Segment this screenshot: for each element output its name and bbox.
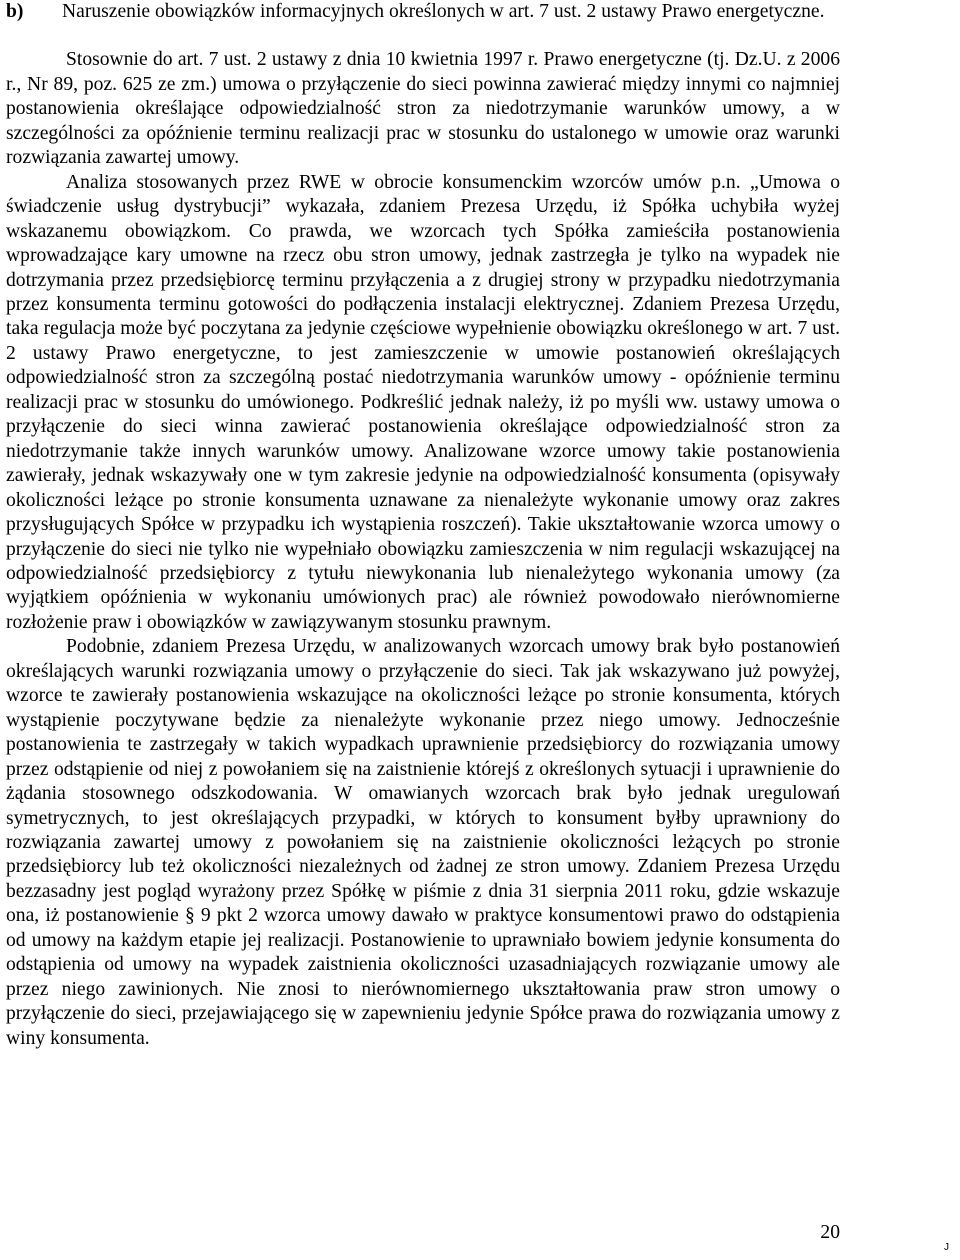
paragraph-2: Analiza stosowanych przez RWE w obrocie konsumenckim wzorców umów p.n. „Umowa o świadczenie usług dystrybucji” wykazała, zdaniem Prezesa Urzędu, iż Spółka uchybiła wyżej wskazanemu obowiązkom. Co prawda, we wzorcach tych Spółka zamieściła postanowienia wprowadzające kary umowne na rzecz obu stron umowy, jednak zastrzegła je tylko na wypadek nie dotrzymania przez przedsiębiorcę terminu przyłączenia a z drugiej strony w przypadku niedotrzymania przez konsumenta terminu gotowości do podłączenia instalacji elektrycznej. Zdaniem Prezesa Urzędu, taka regulacja może być poczytana za jedynie częściowe wypełnienie obowiązku określonego w art. 7 ust. 2 ustawy Prawo energetyczne, to jest zamieszczenie w umowie postanowień określających odpowiedzialność stron za szczególną postać niedotrzymania warunków umowy - opóźnienie terminu realizacji prac w stosunku do umówionego. Podkreślić jednak należy, iż po myśli ww. ustawy umowa o przyłączenie do sieci winna zawierać postanowienia określające odpowiedzialność stron za niedotrzymanie także innych warunków umowy. Analizowane wzorce umowy takie postanowienia zawierały, jednak wskazywały one w tym zakresie jedynie na odpowiedzialność konsumenta (opisywały okoliczności leżące po stronie konsumenta uznawane za nienależyte wykonanie umowy oraz zakres przysługujących Spółce w przypadku ich wystąpienia roszczeń). Takie ukształtowanie wzorca umowy o przyłączenie do sieci nie tylko nie wypełniało obowiązku zamieszczenia w nim regulacji wskazującej na odpowiedzialność przedsiębiorcy z tytułu niewykonania lub nienależytego wykonania umowy (za wyjątkiem opóźnienia w wykonaniu umówionych prac) ale również powodowało nierównomierne rozłożenie praw i obowiązków w zawiązywanym stosunku prawnym. <box>6 171 840 633</box>
paragraph-3: Podobnie, zdaniem Prezesa Urzędu, w analizowanych wzorcach umowy brak było postanowień określających warunki rozwiązania umowy o przyłączenie do sieci. Tak jak wskazywano już powyżej, wzorce te zawierały postanowienia wskazujące na okoliczności leżące po stronie konsumenta, których wystąpienie poczytywane będzie za nienależyte wykonanie przez niego umowy. Jednocześnie postanowienia te zastrzegały w takich wypadkach uprawnienie przedsiębiorcy do rozwiązania umowy przez odstąpienie od niej z powołaniem się na zaistnienie którejś z określonych sytuacji i uprawnienie do żądania stosownego odszkodowania. W omawianych wzorcach brak było jednak uregulowań symetrycznych, to jest określających przypadki, w których to konsument byłby uprawniony do rozwiązania zawartej umowy z powołaniem się na zaistnienie okoliczności leżących po stronie przedsiębiorcy lub też okoliczności niezależnych od żadnej ze stron umowy. Zdaniem Prezesa Urzędu bezzasadny jest pogląd wyrażony przez Spółkę w piśmie z dnia 31 sierpnia 2011 roku, gdzie wskazuje ona, iż postanowienie § 9 pkt 2 wzorca umowy dawało w praktyce konsumentowi prawo do odstąpienia od umowy na każdym etapie jej realizacji. Postanowienie to uprawniało bowiem jedynie konsumenta do odstąpienia od umowy na wypadek zaistnienia okoliczności uzasadniających rozwiązanie umowy ale przez niego zawinionych. Nie znosi to nierównomiernego ukształtowania praw stron umowy o przyłączenie do sieci, przejawiającego się w zapewnieniu jedynie Spółce prawa do rozwiązania umowy z winy konsumenta. <box>6 636 840 1049</box>
section-heading <box>6 0 840 24</box>
spacer <box>6 24 840 48</box>
corner-mark: J <box>944 1242 949 1253</box>
page-number: 20 <box>820 1222 840 1243</box>
section-marker: b) <box>6 1 24 22</box>
paragraph-1: Stosownie do art. 7 ust. 2 ustawy z dnia 10 kwietnia 1997 r. Prawo energetyczne (tj. Dz.U. z 2006 r., Nr 89, poz. 625 ze zm.) umowa o przyłączenie do sieci powinna zawierać między innymi co najmniej postanowienia określające odpowiedzialność stron za niedotrzymanie warunków umowy, a w szczególności za opóźnienie terminu realizacji prac w stosunku do ustalonego w umowie oraz warunki rozwiązania zawartej umowy. <box>6 49 840 169</box>
section-title: Naruszenie obowiązków informacyjnych określonych w art. 7 ust. 2 ustawy Prawo energetyczne. <box>62 1 825 22</box>
document-body <box>6 0 840 1051</box>
